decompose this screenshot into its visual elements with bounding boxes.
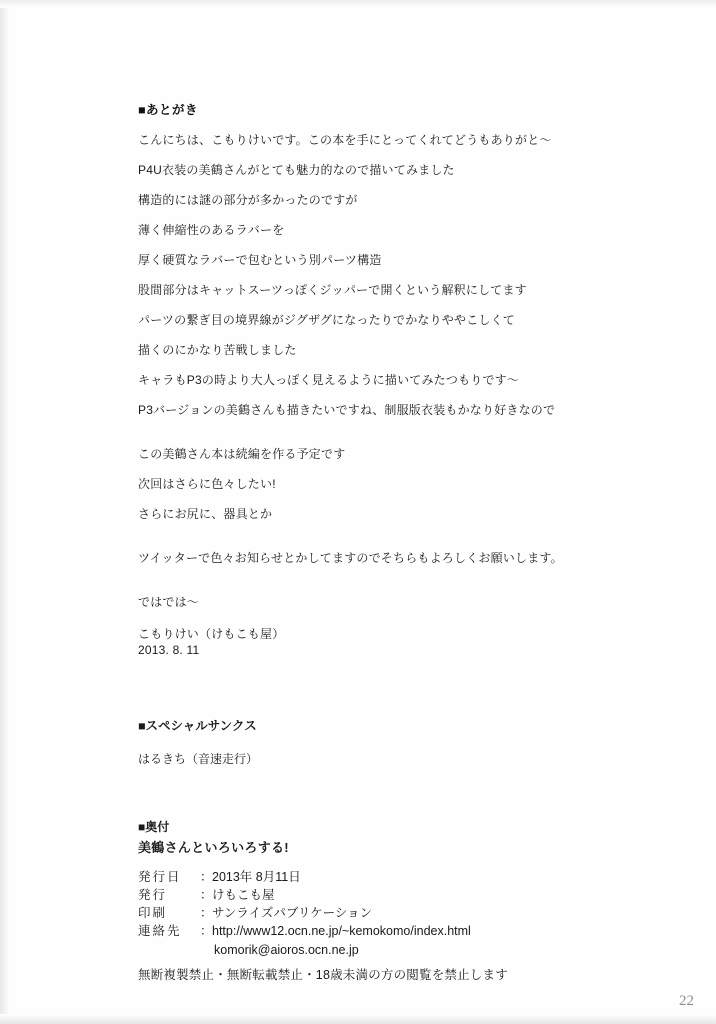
colophon-row: [138, 868, 608, 886]
afterword-line: 厚く硬質なラバーで包むという別パーツ構造: [138, 253, 382, 267]
afterword-line: 構造的には謎の部分が多かったのですが: [138, 193, 358, 207]
afterword-line: 股間部分はキャットスーツっぽくジッパーで開くという解釈にしてます: [138, 283, 527, 297]
paragraph-gap: [138, 538, 608, 552]
colophon-value: けもこも屋: [212, 888, 275, 903]
colophon-row: [138, 904, 608, 922]
colophon-label: 連絡先: [138, 924, 182, 939]
colophon-label: 発行: [138, 888, 168, 903]
afterword-line: 次回はさらに色々したい!: [138, 477, 276, 491]
colophon-contact-url[interactable]: http://www12.ocn.ne.jp/~kemokomo/index.html: [212, 924, 471, 939]
colophon-value: 2013年 8月11日: [212, 870, 301, 884]
page-edge-shading-top: [0, 0, 716, 8]
colophon-heading: ■奥付: [138, 820, 170, 834]
colophon-separator: ：: [200, 888, 213, 903]
afterword-line: 薄く伸縮性のあるラバーを: [138, 223, 285, 237]
colophon-contact-email[interactable]: komorik@aioros.ocn.ne.jp: [214, 942, 359, 957]
colophon-value: サンライズパブリケーション: [212, 906, 373, 921]
afterword-line: P4U衣装の美鶴さんがとても魅力的なので描いてみました: [138, 163, 455, 177]
author-signature: こもりけい（けもこも屋）: [138, 627, 285, 641]
afterword-line: こんにちは、こもりけいです。この本を手にとってくれてどうもありがと～: [138, 133, 552, 147]
colophon-separator: ：: [200, 924, 213, 939]
colophon-separator: ：: [200, 870, 213, 884]
publication-date: 2013. 8. 11: [138, 643, 200, 658]
page-edge-shading-left: [0, 0, 10, 1024]
paragraph-gap: [138, 434, 608, 448]
colophon-row: [138, 922, 608, 940]
afterword-line: ツイッターで色々お知らせとかしてますのでそちらもよろしくお願いします。: [138, 551, 563, 565]
colophon-row: [138, 886, 608, 904]
afterword-closing: ではでは～: [138, 595, 200, 609]
colophon-rows: [138, 868, 608, 959]
afterword-section: [138, 100, 608, 767]
page-number: 22: [679, 993, 694, 1009]
afterword-line: さらにお尻に、器具とか: [138, 507, 273, 521]
colophon-label: 印刷: [138, 906, 168, 921]
special-thanks-name: はるきち（音速走行）: [138, 752, 259, 767]
colophon-section: [138, 818, 608, 995]
afterword-line: 描くのにかなり苦戦しました: [138, 343, 297, 357]
colophon-separator: ：: [200, 906, 213, 921]
colophon-notice: 無断複製禁止・無断転載禁止・18歳未満の方の閲覧を禁止します: [138, 967, 508, 982]
page-edge-shading-bottom: [0, 1014, 716, 1024]
afterword-line: キャラもP3の時より大人っぽく見えるように描いてみたつもりです～: [138, 373, 520, 387]
afterword-heading: ■あとがき: [138, 103, 199, 117]
signature-block: [138, 626, 608, 658]
special-thanks-section: [138, 716, 608, 767]
afterword-line: パーツの繋ぎ目の境界線がジグザグになったりでかなりややこしくて: [138, 313, 516, 327]
afterword-line: この美鶴さん本は続編を作る予定です: [138, 447, 346, 461]
special-thanks-heading: ■スペシャルサンクス: [138, 719, 257, 734]
colophon-label: 発行日: [138, 870, 182, 884]
afterword-line: P3バージョンの美鶴さんも描きたいですね、制服版衣装もかなり好きなので: [138, 403, 556, 417]
paragraph-gap: [138, 582, 608, 596]
colophon-title: 美鶴さんといろいろする!: [138, 840, 289, 855]
